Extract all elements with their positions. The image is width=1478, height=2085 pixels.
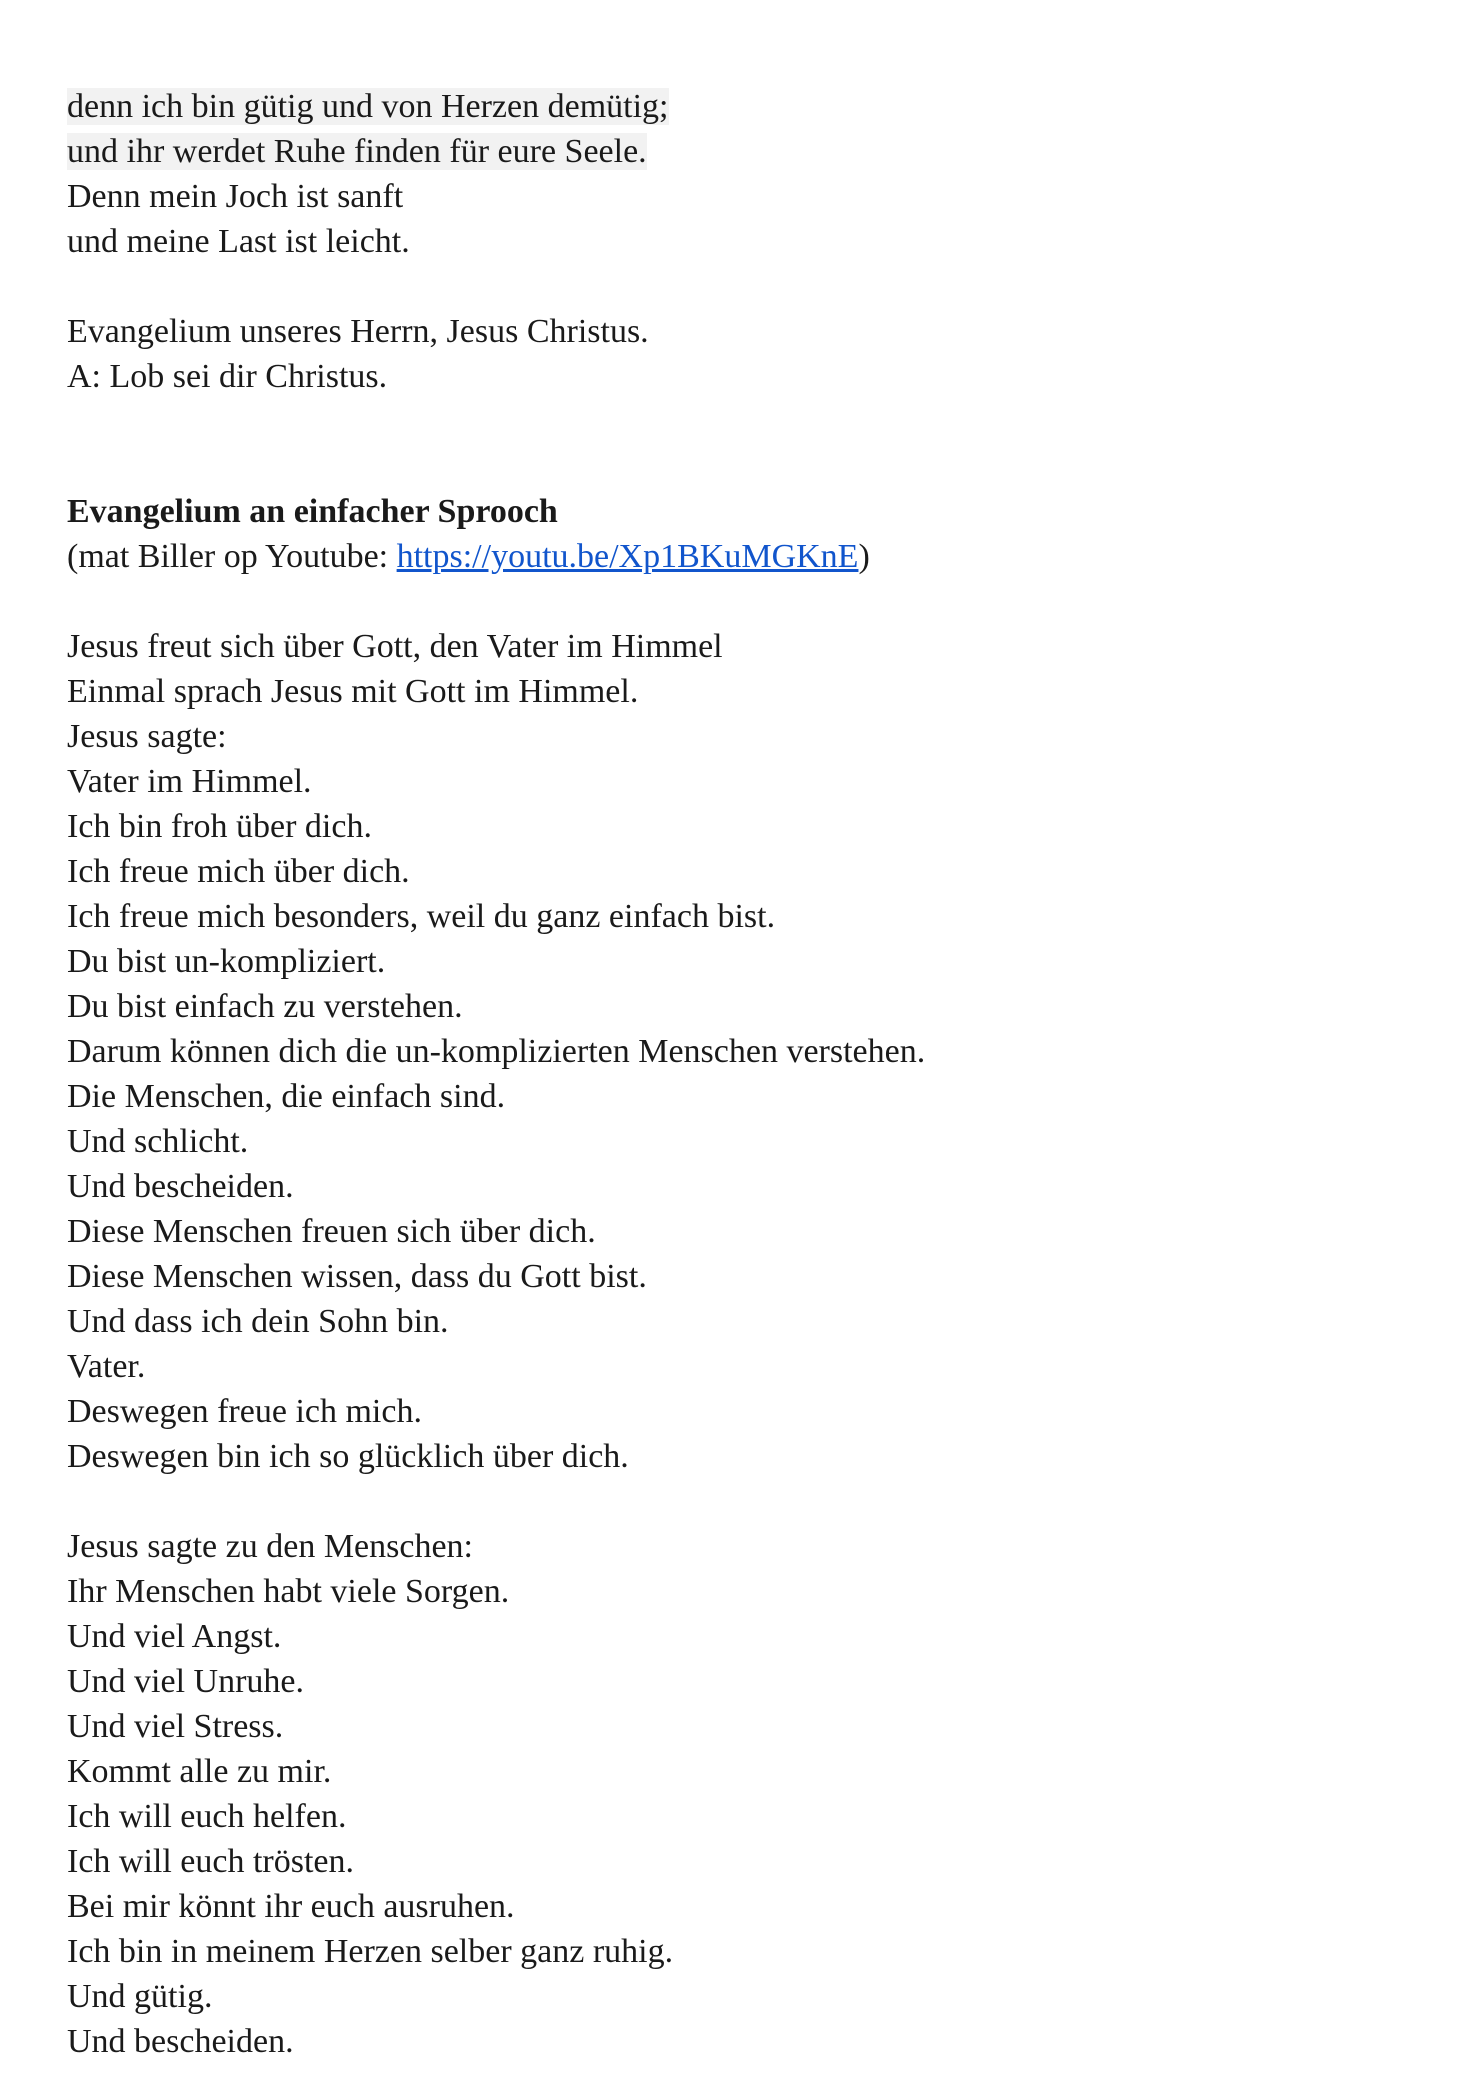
text-line: Bei mir könnt ihr euch ausruhen. (67, 1888, 515, 1925)
youtube-link[interactable]: https://youtu.be/Xp1BKuMGKnE (396, 538, 859, 575)
text-line: Ihr Menschen habt viele Sorgen. (67, 1573, 510, 1610)
text-line: Du bist un-kompliziert. (67, 943, 386, 980)
blank-line (67, 1479, 1407, 1524)
text-line: Einmal sprach Jesus mit Gott im Himmel. (67, 673, 639, 710)
text-line: Ich freue mich besonders, weil du ganz einfach bist. (67, 898, 776, 935)
text-line: Ich bin in meinem Herzen selber ganz ruhig. (67, 1933, 674, 1970)
text-line: Die Menschen, die einfach sind. (67, 1078, 506, 1115)
text-line: Jesus sagte zu den Menschen: (67, 1528, 474, 1565)
text-line: Ich freue mich über dich. (67, 853, 410, 890)
text-line: Ich will euch trösten. (67, 1843, 355, 1880)
blank-line (67, 579, 1407, 624)
text-line: Und viel Stress. (67, 1708, 284, 1745)
text-line: Du bist einfach zu verstehen. (67, 988, 463, 1025)
text-line: Und bescheiden. (67, 1168, 294, 1205)
text-line: Und schlicht. (67, 1123, 249, 1160)
text-line: Diese Menschen wissen, dass du Gott bist. (67, 1258, 647, 1295)
document-page (67, 84, 1407, 2064)
blank-line (67, 399, 1407, 489)
text-line: Darum können dich die un-komplizierten Menschen verstehen. (67, 1033, 926, 1070)
text-line (67, 129, 1407, 174)
text-line (67, 84, 1407, 129)
text-line: Vater im Himmel. (67, 763, 312, 800)
reference-suffix: ) (858, 538, 870, 575)
text-line: Ich will euch helfen. (67, 1798, 347, 1835)
text-line: Und dass ich dein Sohn bin. (67, 1303, 449, 1340)
section-heading: Evangelium an einfacher Sprooch (67, 493, 558, 530)
text-line: und meine Last ist leicht. (67, 223, 410, 260)
text-line: Und viel Unruhe. (67, 1663, 305, 1700)
text-line: Denn mein Joch ist sanft (67, 178, 404, 215)
text-line: Evangelium unseres Herrn, Jesus Christus. (67, 313, 649, 350)
text-line: Ich bin froh über dich. (67, 808, 372, 845)
video-reference (67, 534, 1407, 579)
text-line: Deswegen freue ich mich. (67, 1393, 422, 1430)
text-line: Und viel Angst. (67, 1618, 282, 1655)
text-line: Diese Menschen freuen sich über dich. (67, 1213, 596, 1250)
highlighted-text: und ihr werdet Ruhe finden für eure Seele. (67, 133, 647, 170)
text-line: Jesus sagte: (67, 718, 227, 755)
highlighted-text: denn ich bin gütig und von Herzen demütig; (67, 88, 669, 125)
text-line: Kommt alle zu mir. (67, 1753, 332, 1790)
text-line: A: Lob sei dir Christus. (67, 358, 388, 395)
reference-prefix: (mat Biller op Youtube: (67, 538, 397, 575)
text-line: Deswegen bin ich so glücklich über dich. (67, 1438, 629, 1475)
text-line: Jesus freut sich über Gott, den Vater im Himmel (67, 628, 723, 665)
text-line: Und bescheiden. (67, 2023, 294, 2060)
blank-line (67, 264, 1407, 309)
text-line: Und gütig. (67, 1978, 213, 2015)
text-line: Vater. (67, 1348, 146, 1385)
